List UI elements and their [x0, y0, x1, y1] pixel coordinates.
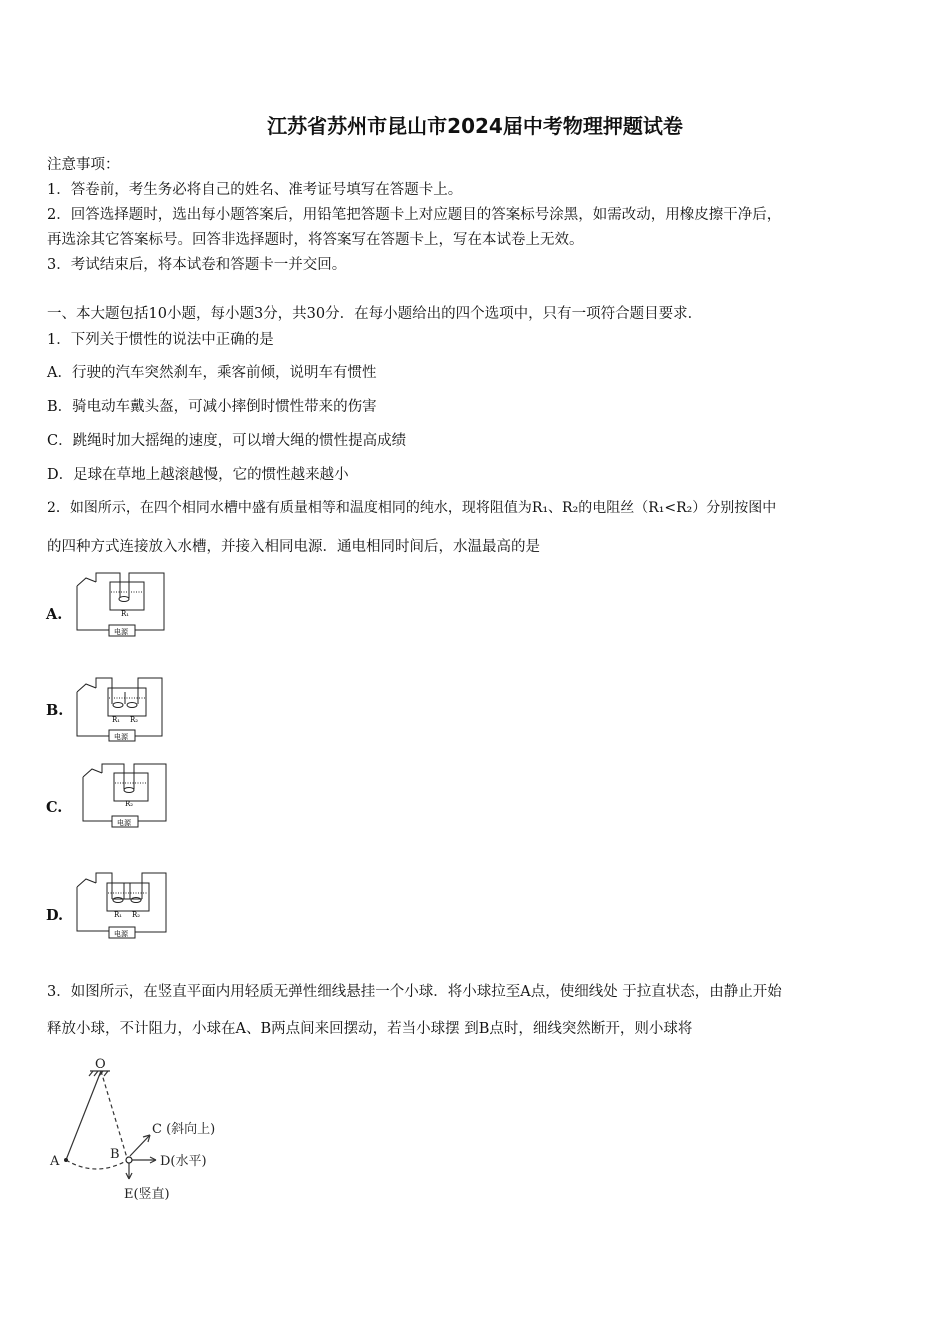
- label-a: A: [50, 1154, 60, 1169]
- q2-d-r1: R₁: [114, 911, 123, 919]
- notice-item-3: 3．考试结束后，将本试卷和答题卡一并交回。: [47, 257, 347, 273]
- label-d: D(水平): [160, 1154, 207, 1169]
- q2-b-r2: R₂: [130, 716, 139, 724]
- switch-icon: [77, 879, 96, 887]
- notice-item-2-cont: 再选涂其它答案标号。回答非选择题时，将答案写在答题卡上，写在本试卷上无效。: [47, 232, 584, 248]
- q2-a-power: 电源: [114, 628, 128, 636]
- q2-circuit-c: [80, 759, 172, 831]
- string-to-b: [101, 1071, 127, 1158]
- q2-option-b-label: B.: [46, 702, 64, 719]
- q2-stem-2: 的四种方式连接放入水槽，并接入相同电源．通电相同时间后，水温最高的是: [47, 539, 540, 555]
- q3-stem-1: 3．如图所示，在竖直平面内用轻质无弹性细线悬挂一个小球．将小球拉至A点，使细线处 于拉直状态，由静止开始: [47, 984, 782, 1000]
- arrow-c: [130, 1135, 150, 1156]
- water-tank: [108, 688, 146, 716]
- section-heading: 一、本大题包括10小题，每小题3分，共30分．在每小题给出的四个选项中，只有一项符合题目要求．: [47, 306, 703, 322]
- q3-stem-2: 释放小球，不计阻力，小球在A、B两点间来回摆动，若当小球摆 到B点时，细线突然断开，则小球将: [47, 1021, 693, 1037]
- label-o: O: [95, 1057, 106, 1072]
- q2-b-power: 电源: [114, 733, 128, 741]
- q1-option-a: A．行驶的汽车突然刹车，乘客前倾，说明车有惯性: [47, 365, 377, 381]
- q2-a-r1: R₁: [121, 610, 130, 618]
- q1-option-c: C．跳绳时加大摇绳的速度，可以增大绳的惯性提高成绩: [47, 433, 407, 449]
- q1-stem: 1．下列关于惯性的说法中正确的是: [47, 332, 274, 348]
- water-tank: [114, 773, 148, 801]
- q2-c-r2: R₂: [125, 800, 134, 808]
- switch-icon: [83, 769, 102, 777]
- q2-circuit-a: [74, 568, 170, 640]
- string-to-a: [66, 1071, 101, 1160]
- label-c: C (斜向上): [152, 1122, 216, 1137]
- q2-option-c-label: C.: [46, 799, 63, 816]
- q1-option-d: D．足球在草地上越滚越慢，它的惯性越来越小: [47, 467, 349, 483]
- q2-circuit-d: [74, 869, 170, 941]
- label-e: E(竖直): [124, 1187, 170, 1202]
- q2-stem-1: 2．如图所示，在四个相同水槽中盛有质量相等和温度相同的纯水，现将阻值为R₁、R₂的电阻丝（R₁<R₂）分别按图中: [47, 500, 777, 516]
- switch-icon: [77, 684, 96, 692]
- notice-item-1: 1．答卷前，考生务必将自己的姓名、准考证号填写在答题卡上。: [47, 182, 463, 198]
- point-a-marker: [64, 1158, 68, 1162]
- ball-b: [126, 1157, 132, 1163]
- q2-d-r2: R₂: [132, 911, 141, 919]
- q2-circuit-b: [74, 674, 170, 746]
- notice-heading: 注意事项：: [47, 157, 120, 173]
- pendulum-figure: [44, 1052, 254, 1210]
- page-title: 江苏省苏州市昆山市2024届中考物理押题试卷: [267, 114, 683, 138]
- q2-option-a-label: A.: [46, 606, 63, 623]
- q2-c-power: 电源: [117, 819, 131, 827]
- water-tank: [110, 582, 144, 610]
- water-tank: [107, 883, 149, 911]
- q2-b-r1: R₁: [112, 716, 121, 724]
- switch-icon: [77, 578, 96, 586]
- q1-option-b: B．骑电动车戴头盔，可减小摔倒时惯性带来的伤害: [47, 399, 377, 415]
- notice-item-2: 2．回答选择题时，选出每小题答案后，用铅笔把答题卡上对应题目的答案标号涂黑，如需改动，用橡皮擦干净后，: [47, 207, 782, 223]
- label-b: B: [110, 1147, 120, 1162]
- q2-option-d-label: D.: [46, 907, 64, 924]
- q2-d-power: 电源: [114, 930, 128, 938]
